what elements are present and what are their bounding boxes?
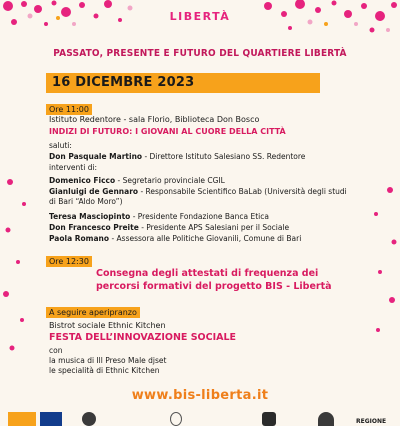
- speaker-row-continued: di Bari “Aldo Moro”): [49, 197, 123, 206]
- festa-line: le specialità di Ethnic Kitchen: [49, 366, 160, 375]
- sponsor-logo: [82, 412, 96, 426]
- session-title-festa: FESTA DELL’INNOVAZIONE SOCIALE: [49, 332, 237, 343]
- venue-ethnic-kitchen: Bistrot sociale Ethnic Kitchen: [49, 321, 166, 330]
- page-subtitle: PASSATO, PRESENTE E FUTURO DEL QUARTIERE LIBERTÀ: [53, 48, 347, 59]
- time-tag-1230: Ore 12:30: [46, 256, 92, 267]
- venue-redentore: Istituto Redentore - sala Florio, Biblioteca Don Bosco: [49, 115, 260, 124]
- session-title-indizi: INDIZI DI FUTURO: I GIOVANI AL CUORE DELLA CITTÀ: [49, 127, 286, 136]
- dot-pattern-top: [0, 0, 400, 54]
- speaker-row: Domenico Ficco - Segretario provinciale CGIL: [49, 176, 225, 185]
- sponsor-logos: [0, 408, 400, 426]
- eu-flag-logo: [40, 412, 62, 426]
- festa-line: la musica di Ill Preso Male djset: [49, 356, 167, 365]
- sponsor-logo: [8, 412, 36, 426]
- regione-logo-text: REGIONE: [356, 418, 387, 425]
- speaker-row: Gianluigi de Gennaro - Responsabile Scientifico BaLab (Università degli studi: [49, 187, 347, 196]
- event-date: 16 DICEMBRE 2023: [52, 75, 195, 90]
- speaker-row: Paola Romano - Assessora alle Politiche Giovanili, Comune di Bari: [49, 234, 302, 243]
- website-link[interactable]: www.bis-liberta.it: [131, 388, 269, 403]
- time-tag-1100: Ore 11:00: [46, 104, 92, 115]
- brand-title: LIBERTÀ: [169, 10, 231, 23]
- speaker-row: Don Francesco Preite - Presidente APS Salesiani per il Sociale: [49, 223, 290, 232]
- sponsor-logo: [318, 412, 334, 426]
- date-banner: [46, 73, 320, 93]
- dot-pattern-right: [360, 170, 400, 360]
- sponsor-logo: [170, 412, 182, 426]
- aperipranzo-tag: A seguire aperipranzo: [46, 307, 140, 318]
- saluti-label: saluti:: [49, 141, 72, 150]
- attestati-line-1: Consegna degli attestati di frequenza dei: [96, 268, 319, 279]
- dot-pattern-left: [0, 170, 40, 360]
- speaker-row: Teresa Masciopinto - Presidente Fondazione Banca Etica: [49, 212, 269, 221]
- festa-line: con: [49, 346, 63, 355]
- comune-bari-logo: [262, 412, 276, 426]
- speaker-row: Don Pasquale Martino - Direttore Istituto Salesiano SS. Redentore: [49, 152, 306, 161]
- attestati-line-2: percorsi formativi del progetto BIS - Libertà: [96, 281, 332, 292]
- interventi-label: interventi di:: [49, 163, 98, 172]
